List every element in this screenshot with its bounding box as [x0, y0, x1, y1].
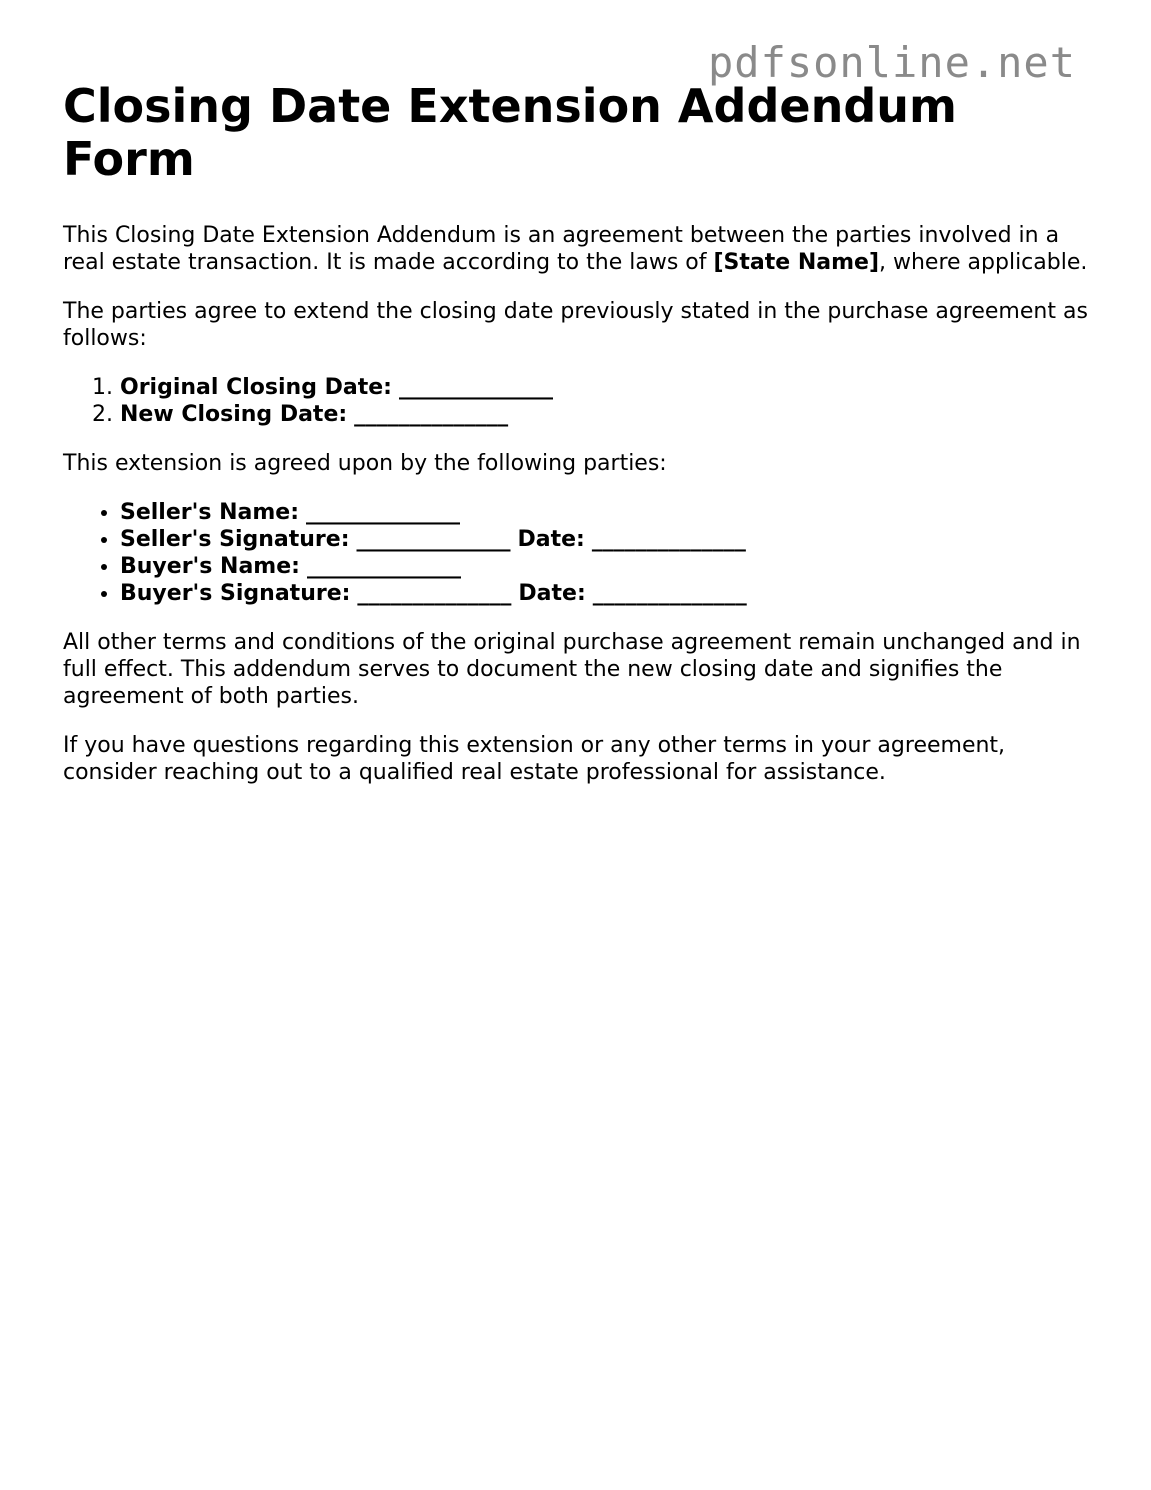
page-title: Closing Date Extension Addendum Form — [63, 79, 957, 186]
buyer-signature-item — [120, 580, 1093, 607]
original-closing-date-item — [120, 374, 1093, 401]
buyer-name-blank: ______________ — [306, 554, 461, 579]
intro-paragraph — [63, 222, 1093, 276]
seller-signature-label: Seller's Signature: — [120, 527, 350, 552]
seller-date-blank: ______________ — [591, 527, 746, 552]
new-closing-date-blank: ______________ — [354, 402, 509, 427]
questions-paragraph: If you have questions regarding this extension or any other terms in your agreement, consider reaching out to a qualified real estate professional for assistance. — [63, 733, 1006, 785]
seller-signature-blank: ______________ — [356, 527, 511, 552]
new-closing-date-item — [120, 401, 1093, 428]
parties-paragraph: This extension is agreed upon by the following parties: — [63, 451, 667, 476]
intro-text-before: This Closing Date Extension Addendum is an agreement between the parties involved in a real estate transaction. It is made according to the laws of — [63, 223, 1060, 275]
terms-paragraph: All other terms and conditions of the original purchase agreement remain unchanged and in full effect. This addendum serves to document the new closing date and signifies the agreement of both parties. — [63, 630, 1081, 709]
intro-text-after: , where applicable. — [879, 250, 1088, 275]
extend-paragraph: The parties agree to extend the closing date previously stated in the purchase agreement as follows: — [63, 299, 1088, 351]
buyer-date-label: Date: — [518, 581, 586, 606]
seller-name-blank: ______________ — [306, 500, 461, 525]
original-closing-date-blank: ______________ — [398, 375, 553, 400]
seller-name-label: Seller's Name: — [120, 500, 300, 525]
state-name-placeholder: [State Name] — [713, 250, 879, 275]
buyer-date-blank: ______________ — [592, 581, 747, 606]
seller-date-label: Date: — [517, 527, 585, 552]
seller-signature-item — [120, 526, 1093, 553]
watermark: pdfsonline.net — [708, 38, 1077, 87]
seller-name-item — [120, 499, 1093, 526]
original-closing-date-label: Original Closing Date: — [120, 375, 392, 400]
buyer-signature-blank: ______________ — [357, 581, 512, 606]
buyer-signature-label: Buyer's Signature: — [120, 581, 351, 606]
dates-list — [63, 374, 1093, 428]
buyer-name-label: Buyer's Name: — [120, 554, 300, 579]
new-closing-date-label: New Closing Date: — [120, 402, 348, 427]
document-page — [63, 80, 1093, 808]
parties-list — [63, 499, 1093, 607]
buyer-name-item — [120, 553, 1093, 580]
